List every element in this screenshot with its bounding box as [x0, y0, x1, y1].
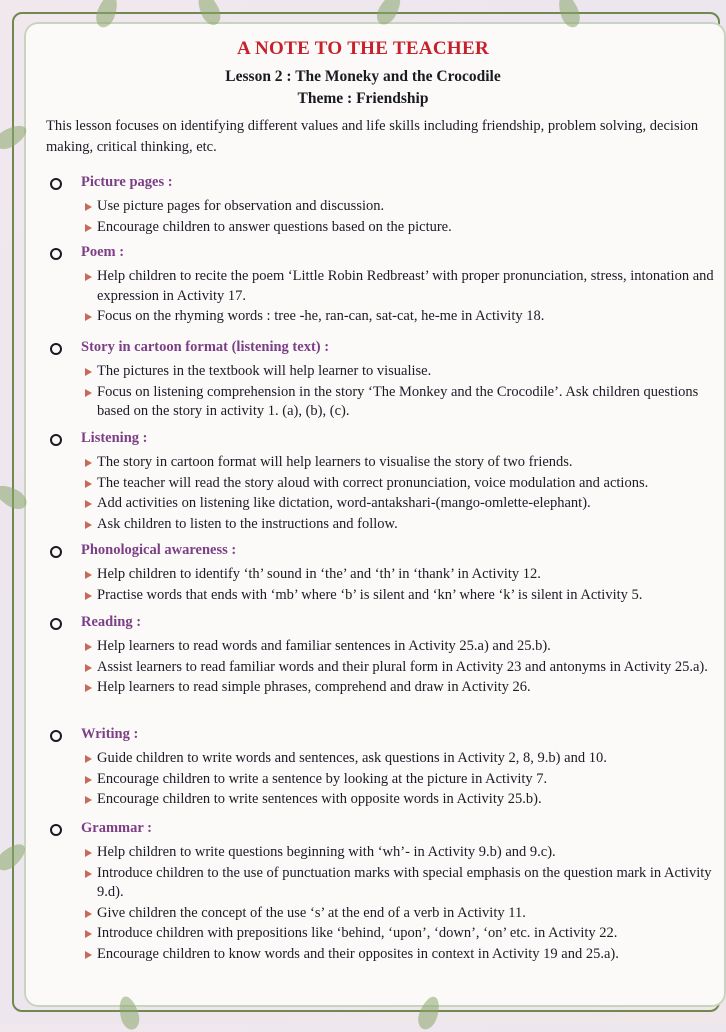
- arrow-bullet-icon: [85, 930, 92, 938]
- section-items: [82, 749, 724, 810]
- page-title: A NOTE TO THE TEACHER: [237, 38, 489, 59]
- list-item: [82, 383, 724, 422]
- circle-bullet-icon: [50, 248, 62, 260]
- list-item: [82, 565, 724, 585]
- list-item: [82, 770, 724, 790]
- list-item: [82, 843, 724, 863]
- arrow-bullet-icon: [85, 684, 92, 692]
- list-item-text: Help children to identify ‘th’ sound in ‘the’ and ‘th’ in ‘thank’ in Activity 12.: [97, 566, 541, 582]
- section: [44, 726, 724, 811]
- arrow-bullet-icon: [85, 459, 92, 467]
- list-item: [82, 586, 724, 606]
- section-title: Story in cartoon format (listening text) :: [81, 339, 330, 355]
- section-title: Listening :: [81, 430, 148, 446]
- section-title: Phonological awareness :: [81, 542, 237, 558]
- section: [44, 174, 724, 238]
- list-item-text: Help children to recite the poem ‘Little Robin Redbreast’ with proper pronunciation, stress, intonation and expression in Activity 17.: [97, 268, 714, 304]
- arrow-bullet-icon: [85, 313, 92, 321]
- list-item: [82, 494, 724, 514]
- section-header: [44, 726, 724, 746]
- arrow-bullet-icon: [85, 849, 92, 857]
- section: [44, 542, 724, 606]
- circle-bullet-icon: [50, 343, 62, 355]
- list-item: [82, 362, 724, 382]
- section-header: [44, 244, 724, 264]
- lesson-title: Lesson 2 : The Moneky and the Crocodile: [225, 68, 501, 85]
- circle-bullet-icon: [50, 618, 62, 630]
- list-item: [82, 658, 724, 678]
- section-items: [82, 197, 724, 237]
- list-item-text: Add activities on listening like dictation, word-antakshari-(mango-omlette-elephant).: [97, 495, 591, 511]
- list-item-text: Introduce children with prepositions like ‘behind, ‘upon’, ‘down’, ‘on’ etc. in Activity 22.: [97, 925, 618, 941]
- circle-bullet-icon: [50, 730, 62, 742]
- arrow-bullet-icon: [85, 776, 92, 784]
- arrow-bullet-icon: [85, 273, 92, 281]
- section-items: [82, 267, 724, 327]
- section-title: Writing :: [81, 726, 139, 742]
- list-item: [82, 864, 724, 903]
- list-item: [82, 307, 724, 327]
- section: [44, 339, 724, 423]
- list-item: [82, 474, 724, 494]
- list-item-text: Help children to write questions beginning with ‘wh’- in Activity 9.b) and 9.c).: [97, 844, 556, 860]
- arrow-bullet-icon: [85, 755, 92, 763]
- section-items: [82, 637, 724, 698]
- section-header: [44, 614, 724, 634]
- section-items: [82, 453, 724, 534]
- list-item: [82, 197, 724, 217]
- list-item: [82, 218, 724, 238]
- list-item-text: Focus on listening comprehension in the story ‘The Monkey and the Crocodile’. Ask children questions based on the story in activity 1. (a), (b), (c).: [97, 383, 699, 419]
- section-title: Reading :: [81, 614, 142, 630]
- section-items: [82, 843, 724, 964]
- arrow-bullet-icon: [85, 203, 92, 211]
- list-item-text: Focus on the rhyming words : tree -he, ran-can, sat-cat, he-me in Activity 18.: [97, 308, 545, 324]
- arrow-bullet-icon: [85, 592, 92, 600]
- list-item: [82, 749, 724, 769]
- arrow-bullet-icon: [85, 368, 92, 376]
- section-header: [44, 339, 724, 359]
- list-item-text: Assist learners to read familiar words and their plural form in Activity 23 and antonyms in Activity 25.a).: [97, 658, 708, 675]
- list-item: [82, 678, 724, 698]
- list-item-text: Practise words that ends with ‘mb’ where ‘b’ is silent and ‘kn’ where ‘k’ is silent in Activity 5.: [97, 586, 643, 603]
- arrow-bullet-icon: [85, 796, 92, 804]
- section: [44, 820, 724, 965]
- theme-title: Theme : Friendship: [297, 90, 429, 107]
- list-item: [82, 637, 724, 657]
- arrow-bullet-icon: [85, 951, 92, 959]
- section-title: Grammar :: [81, 820, 152, 836]
- arrow-bullet-icon: [85, 643, 92, 651]
- arrow-bullet-icon: [85, 571, 92, 579]
- arrow-bullet-icon: [85, 870, 92, 878]
- list-item: [82, 945, 724, 965]
- section-items: [82, 565, 724, 605]
- section: [44, 430, 724, 535]
- list-item-text: Encourage children to answer questions based on the picture.: [97, 218, 452, 235]
- list-item: [82, 904, 724, 924]
- section-items: [82, 362, 724, 422]
- list-item: [82, 267, 724, 306]
- list-item-text: Use picture pages for observation and discussion.: [97, 198, 385, 214]
- section-header: [44, 174, 724, 194]
- circle-bullet-icon: [50, 434, 62, 446]
- list-item-text: Guide children to write words and sentences, ask questions in Activity 2, 8, 9.b) and 10.: [97, 750, 607, 766]
- circle-bullet-icon: [50, 546, 62, 558]
- list-item-text: Encourage children to know words and their opposites in context in Activity 19 and 25.a).: [97, 945, 619, 962]
- section-title: Picture pages :: [81, 174, 173, 190]
- arrow-bullet-icon: [85, 480, 92, 488]
- arrow-bullet-icon: [85, 664, 92, 672]
- arrow-bullet-icon: [85, 910, 92, 918]
- list-item-text: Give children the concept of the use ‘s’ at the end of a verb in Activity 11.: [97, 904, 526, 921]
- list-item: [82, 453, 724, 473]
- list-item: [82, 515, 724, 535]
- section: [44, 244, 724, 328]
- arrow-bullet-icon: [85, 224, 92, 232]
- list-item: [82, 924, 724, 944]
- arrow-bullet-icon: [85, 389, 92, 397]
- section-header: [44, 820, 724, 840]
- circle-bullet-icon: [50, 178, 62, 190]
- intro-paragraph: This lesson focuses on identifying different values and life skills including friendship, problem solving, decision making, critical thinking, etc.: [46, 118, 699, 155]
- list-item-text: The teacher will read the story aloud with correct pronunciation, voice modulation and actions.: [97, 474, 649, 491]
- list-item-text: Help learners to read simple phrases, comprehend and draw in Activity 26.: [97, 679, 531, 695]
- circle-bullet-icon: [50, 824, 62, 836]
- list-item-text: Help learners to read words and familiar sentences in Activity 25.a) and 25.b).: [97, 638, 551, 654]
- section-header: [44, 430, 724, 450]
- list-item-text: The pictures in the textbook will help learner to visualise.: [97, 363, 432, 379]
- arrow-bullet-icon: [85, 521, 92, 529]
- list-item: [82, 790, 724, 810]
- list-item-text: Ask children to listen to the instructions and follow.: [97, 515, 398, 532]
- list-item-text: Encourage children to write a sentence by looking at the picture in Activity 7.: [97, 770, 548, 787]
- section-header: [44, 542, 724, 562]
- section: [44, 614, 724, 699]
- list-item-text: Introduce children to the use of punctuation marks with special emphasis on the question mark in Activity 9.d).: [97, 864, 712, 900]
- list-item-text: The story in cartoon format will help learners to visualise the story of two friends.: [97, 454, 573, 470]
- arrow-bullet-icon: [85, 500, 92, 508]
- list-item-text: Encourage children to write sentences with opposite words in Activity 25.b).: [97, 791, 542, 807]
- section-title: Poem :: [81, 244, 125, 260]
